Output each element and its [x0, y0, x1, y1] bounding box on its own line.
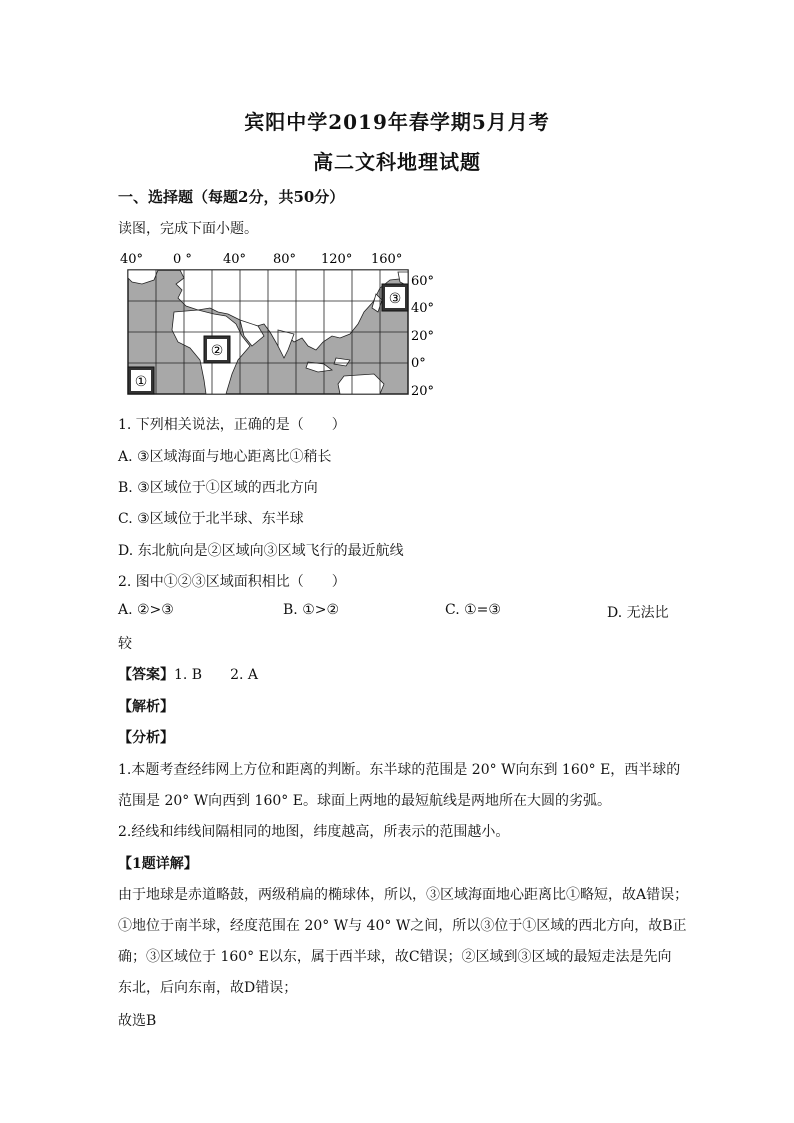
detail-1-line: 由于地球是赤道略鼓，两级稍扁的椭球体，所以，③区域海面地心距离比①略短，故A错误； [118, 887, 689, 903]
world-grid-map [118, 250, 448, 400]
region-1-label: ① [134, 374, 148, 390]
lon-label: 120° [321, 252, 353, 267]
question-2-option-b: B. ①>② [283, 602, 340, 618]
lat-label: 20° [411, 384, 435, 399]
question-2-option-c: C. ①=③ [445, 602, 501, 618]
region-2-box [204, 336, 230, 363]
question-1-option-b: B. ③区域位于①区域的西北方向 [118, 480, 318, 496]
intro-text: 读图，完成下面小题。 [118, 221, 258, 237]
analysis-label: 【解析】 [118, 699, 174, 715]
answer-label: 【答案】 [118, 667, 174, 683]
question-1-option-d: D. 东北航向是②区域向③区域飞行的最近航线 [118, 543, 404, 559]
lat-label: 20° [411, 329, 435, 344]
detail-1-line: 东北，后向东南，故D错误； [118, 980, 298, 996]
australia-landmass [338, 374, 384, 394]
region-3-box [382, 284, 408, 311]
region-1-box [128, 367, 154, 394]
question-2-stem: 2. 图中①②③区域面积相比（ ） [118, 574, 346, 590]
lat-label: 60° [411, 274, 435, 289]
lon-label: 0 ° [173, 252, 192, 267]
region-3-label: ③ [388, 291, 402, 307]
detail-1-line: 确；③区域位于 160° E以东，属于西半球，故C错误；②区域到③区域的最短走法是先向 [118, 949, 672, 965]
page-title: 宾阳中学2019年春学期5月月考 [244, 110, 550, 134]
question-2-option-a: A. ②>③ [118, 602, 174, 618]
answer-text: 1. B 2. A [174, 667, 259, 683]
region-2-label: ② [210, 343, 224, 359]
lat-label: 40° [411, 301, 435, 316]
question-1-option-c: C. ③区域位于北半球、东半球 [118, 511, 304, 527]
fenxi-label: 【分析】 [118, 730, 174, 746]
fenxi-line: 1.本题考查经纬网上方位和距离的判断。东半球的范围是 20° W向东到 160° E，西半球的 [118, 762, 681, 778]
lon-label: 40° [223, 252, 247, 267]
question-2-option-d: D. 无法比 [607, 605, 669, 621]
lon-label: 40° [120, 252, 144, 267]
lat-label: 0° [411, 356, 426, 371]
lon-label: 160° [371, 252, 403, 267]
question-1-option-a: A. ③区域海面与地心距离比①稍长 [118, 449, 332, 465]
section-heading: 一、选择题（每题2分，共50分） [118, 188, 345, 206]
answer-line [118, 664, 258, 684]
detail-1-line: ①地位于南半球，经度范围在 20° W与 40° W之间，所以③位于①区域的西北方向，故B正 [118, 918, 687, 934]
page-subtitle: 高二文科地理试题 [313, 150, 481, 174]
detail-1-label: 【1题详解】 [118, 856, 198, 872]
fenxi-line: 2.经线和纬线间隔相同的地图，纬度越高，所表示的范围越小。 [118, 824, 510, 840]
question-2-option-d-wrap: 较 [118, 636, 132, 652]
conclusion-text: 故选B [118, 1013, 157, 1029]
question-1-stem: 1. 下列相关说法，正确的是（ ） [118, 417, 346, 433]
lon-label: 80° [273, 252, 297, 267]
fenxi-line: 范围是 20° W向西到 160° E。球面上两地的最短航线是两地所在大圆的劣弧。 [118, 793, 611, 809]
